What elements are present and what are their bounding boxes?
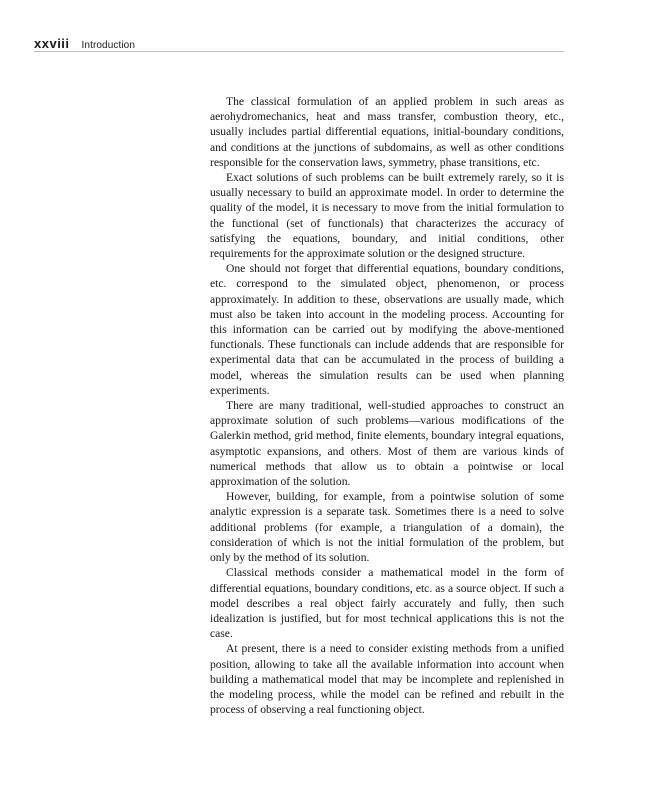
page-number: xxviii	[34, 36, 70, 51]
paragraph-6: Classical methods consider a mathematical model in the form of differential equations, boundary conditions, etc. as a source object. If such a model describes a real object fairly accurately and fully, then such idealization is justified, but for most technical applications this is not the case.	[210, 566, 564, 641]
paragraph-3: One should not forget that differential equations, boundary conditions, etc. correspond to the simulated object, phenomenon, or process approximately. In addition to these, observations are usually made, which must also be taken into account in the modeling process. Accounting for this information can be carried out by modifying the above-mentioned functionals. These functionals can include addends that are responsible for experimental data that can be accumulated in the process of building a model, whereas the simulation results can be used when planning experiments.	[210, 262, 564, 397]
paragraph-4: There are many traditional, well-studied approaches to construct an approximate solution of such problems—various modifications of the Galerkin method, grid method, finite elements, boundary integral equations, asymptotic expansions, and others. Most of them are various kinds of numerical methods that allow us to obtain a pointwise or local approximation of the solution.	[210, 399, 564, 489]
paragraph-1: The classical formulation of an applied problem in such areas as aerohydromechanics, heat and mass transfer, combustion theory, etc., usually includes partial differential equations, initial-boundary conditions, and conditions at the junctions of subdomains, as well as other conditions responsible for the conservation laws, symmetry, phase transitions, etc.	[210, 95, 564, 169]
running-title: Introduction	[81, 40, 135, 51]
paragraph-2: Exact solutions of such problems can be built extremely rarely, so it is usually necessary to build an approximate model. In order to determine the quality of the model, it is necessary to move from the initial formulation to the functional (set of functionals) that characterizes the accuracy of satisfying the equations, boundary, and initial conditions, other requirements for the approximate solution or the designed structure.	[210, 171, 564, 261]
paragraph-5: However, building, for example, from a pointwise solution of some analytic expression is a separate task. Sometimes there is a need to solve additional problems (for example, a triangulation of a domain), the consideration of which is not the initial formulation of the problem, but only by the method of its solution.	[210, 490, 564, 565]
header-rule	[34, 51, 564, 52]
paragraph-7: At present, there is a need to consider existing methods from a unified position, allowing to take all the available information into account when building a mathematical model that may be incomplete and replenished in the modeling process, while the model can be refined and rebuilt in the process of observing a real functioning object.	[210, 642, 564, 717]
body-text	[210, 94, 564, 717]
